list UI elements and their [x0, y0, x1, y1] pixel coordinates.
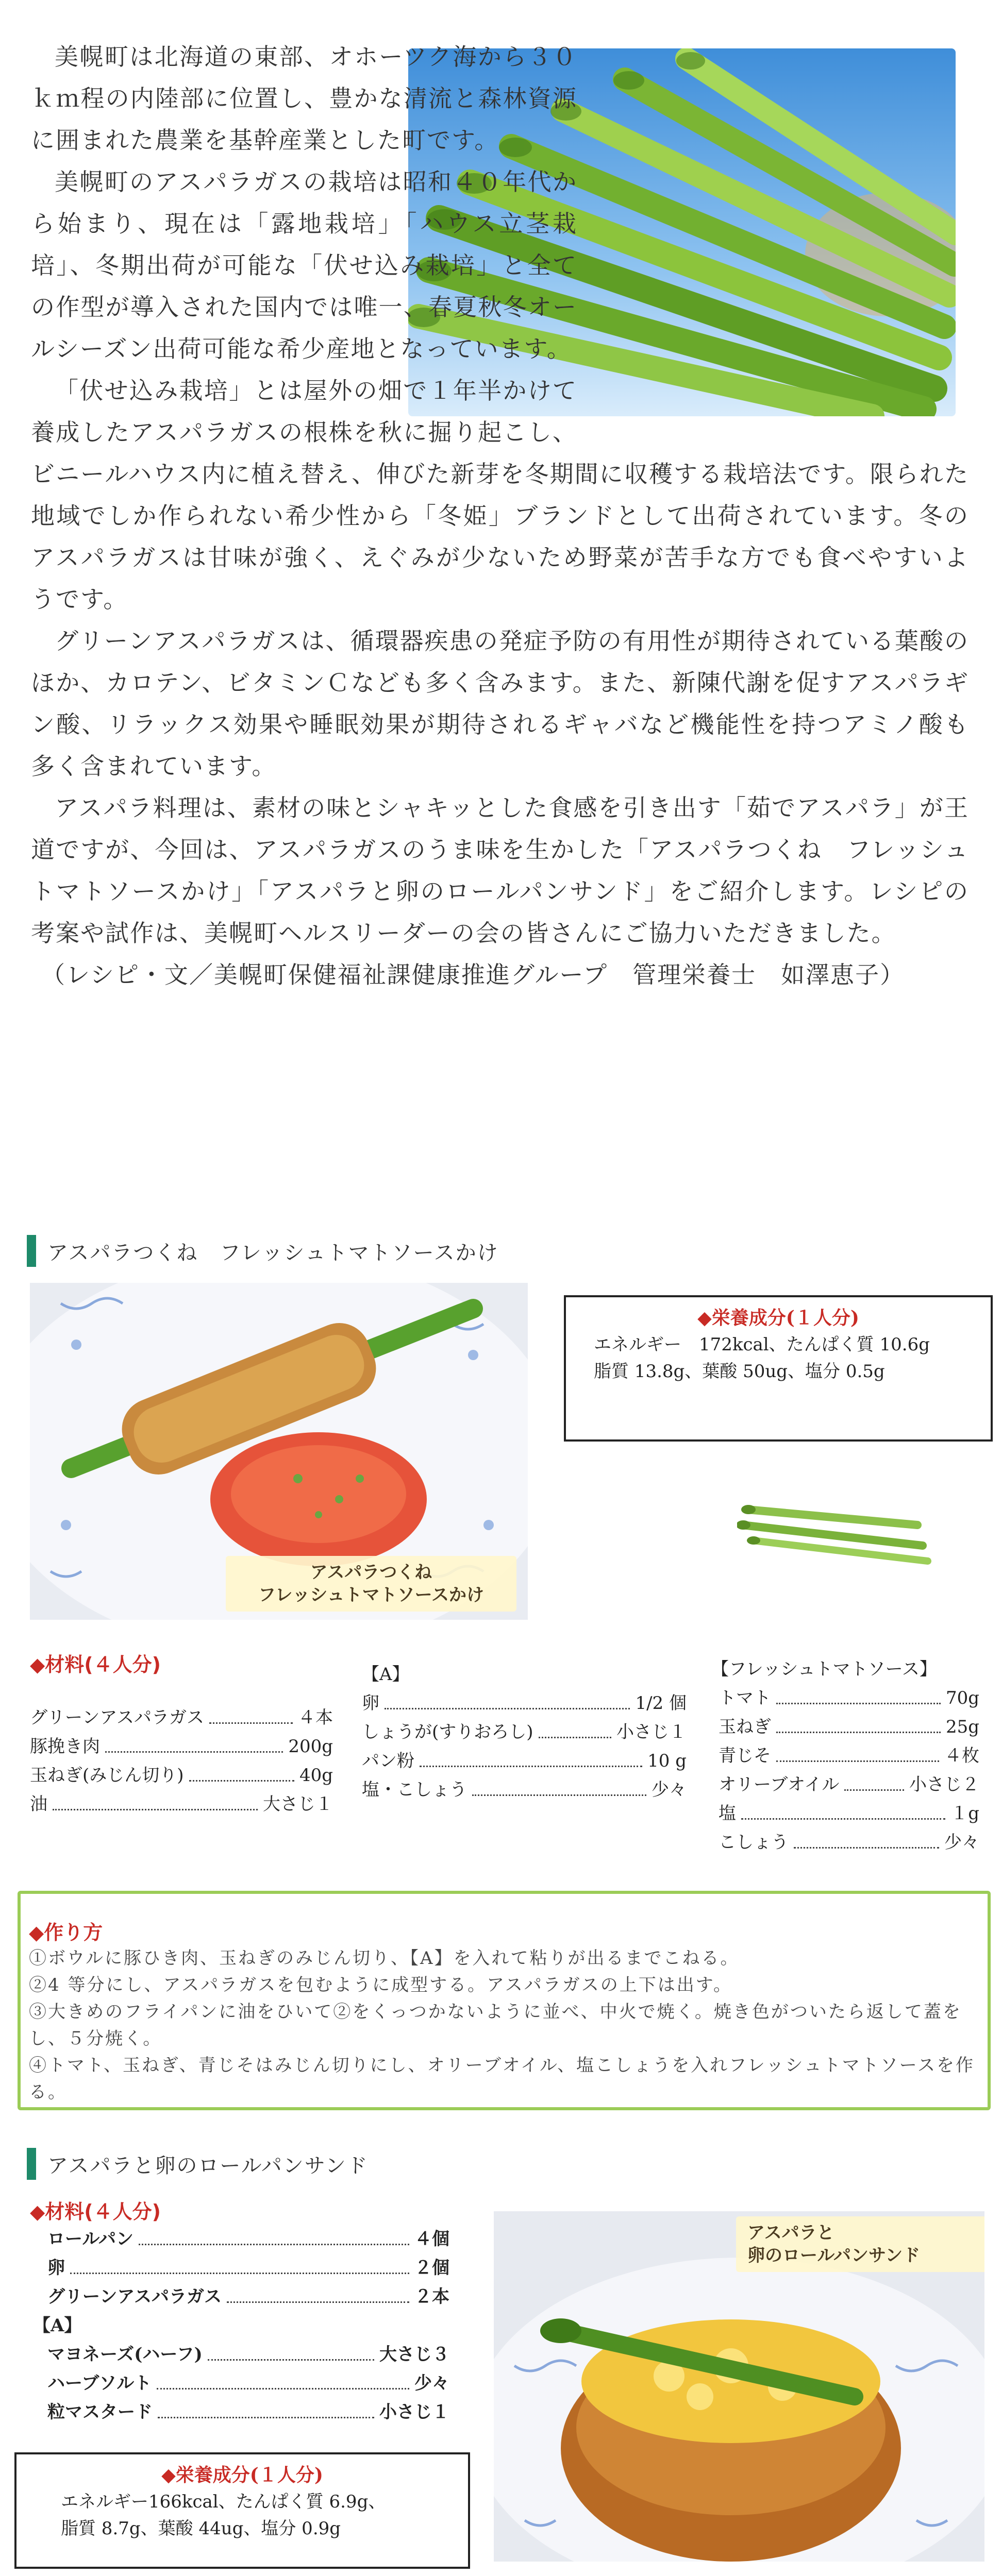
ingredient-name: グリーンアスパラガス — [47, 2286, 222, 2307]
ingredient-qty: 大さじ３ — [379, 2344, 449, 2365]
ingredient-row — [47, 2282, 449, 2311]
intro-paragraph: 美幌町は北海道の東部、オホーツク海から３０ｋｍ程の内陸部に位置し、豊かな清流と森林資源に囲まれた農業を基幹産業とした町です。 — [31, 43, 578, 154]
intro-paragraph: 「伏せ込み栽培」とは屋外の畑で１年半かけて養成したアスパラガスの根株を秋に掘り起こし、ビニールハウス内に植え替え、伸びた新芽を冬期間に収穫する栽培法です。限られた地域でしか作られない希少性から「冬姫」ブランドとして出荷されています。冬のアスパラガスは甘味が強く、えぐみが少ないため野菜が苦手な方でも食べやすいようです。 — [31, 377, 969, 613]
recipe2-header — [27, 2147, 369, 2180]
small-asparagus-image — [737, 1484, 933, 1571]
ingredient-row — [47, 2369, 449, 2398]
ingredient-row — [30, 1703, 333, 1732]
recipe1-ingredients-sauce — [711, 1655, 979, 1857]
intro-paragraph: 美幌町のアスパラガスの栽培は昭和４０年代から始まり、現在は「露地栽培」「ハウス立茎栽培」、冬期出荷が可能な「伏せ込み栽培」と全ての作型が導入された国内では唯一、春夏秋冬オールシーズン出荷可能な希少産地となっています。 — [31, 168, 577, 363]
intro-paragraph: グリーンアスパラガスは、循環器疾患の発症予防の有用性が期待されている葉酸のほか、カロテン、ビタミンＣなども多く含みます。また、新陳代謝を促すアスパラギン酸、リラックス効果や睡眠効果が期待されるギャバなど機能性を持つアミノ酸も多く含まれています。 — [31, 627, 969, 780]
step-text: ②4 等分にし、アスパラガスを包むように成型する。アスパラガスの上下は出す。 — [29, 1975, 732, 1995]
ingredient-name: マヨネーズ(ハーフ) — [47, 2344, 203, 2365]
caption-line: アスパラと — [747, 2223, 834, 2243]
ingredient-row — [362, 1689, 687, 1718]
ingredient-row — [711, 1770, 979, 1799]
ingredient-row — [362, 1775, 687, 1804]
recipe1-nutrition-box — [564, 1295, 993, 1442]
ingredient-qty: 少々 — [652, 1780, 687, 1800]
ingredient-name: オリーブオイル — [719, 1774, 840, 1795]
ingredient-name: 青じそ — [719, 1745, 771, 1766]
ingredient-row — [30, 1790, 333, 1819]
ingredient-name: 玉ねぎ — [719, 1717, 771, 1737]
recipe2-nutrition-box — [14, 2452, 470, 2569]
ingredient-row — [47, 2225, 449, 2253]
ingredient-row — [47, 2340, 449, 2369]
ingredient-name: 豚挽き肉 — [30, 1736, 100, 1757]
ingredient-row — [362, 1718, 687, 1747]
nutrition-line: エネルギー 172kcal、たんぱく質 10.6g — [594, 1334, 930, 1355]
ingredient-qty: 小さじ２ — [909, 1774, 979, 1795]
nutrition-line: エネルギー166kcal、たんぱく質 6.9g、 — [61, 2492, 386, 2512]
nutrition-title: ◆栄養成分(１人分) — [161, 2464, 323, 2486]
ingredient-qty: ４枚 — [944, 1745, 979, 1766]
ingredient-row — [711, 1684, 979, 1713]
recipe1-photo — [30, 1283, 528, 1620]
ingredient-qty: ４個 — [414, 2229, 449, 2249]
ingredient-name: トマト — [719, 1688, 771, 1708]
ingredient-row — [711, 1713, 979, 1741]
step-text: ④トマト、玉ねぎ、青じそはみじん切りにし、オリーブオイル、塩こしょうを入れフレッシュトマトソースを作る。 — [29, 2055, 975, 2103]
recipe1-title: アスパラつくね フレッシュトマトソースかけ — [47, 1241, 499, 1265]
ingredient-qty: 40g — [299, 1765, 333, 1786]
recipe2-photo-caption — [736, 2216, 984, 2272]
ingredient-qty: 少々 — [414, 2373, 449, 2394]
steps-title: ◆作り方 — [29, 1921, 103, 1944]
step-text: ①ボウルに豚ひき肉、玉ねぎのみじん切り、【A】を入れて粘りが出るまでこねる。 — [29, 1948, 740, 1969]
recipe1-steps-box — [18, 1891, 991, 2110]
caption-line: フレッシュトマトソースかけ — [258, 1585, 484, 1605]
ingredient-name: ロールパン — [47, 2229, 133, 2249]
ingredient-qty: ４本 — [298, 1707, 333, 1728]
ingredient-row — [711, 1828, 979, 1857]
intro-text — [31, 36, 969, 996]
intro-paragraph: アスパラ料理は、素材の味とシャキッとした食感を引き出す「茹でアスパラ」が王道ですが、今回は、アスパラガスのうま味を生かした「アスパラつくね フレッシュトマトソースかけ」「アスパラと卵のロールパンサンド」をご紹介します。レシピの考案や試作は、美幌町ヘルスリーダーの会の皆さんにご協力いただきました。 — [31, 794, 969, 947]
ingredient-qty: 25g — [945, 1717, 979, 1737]
caption-line: アスパラつくね — [310, 1562, 432, 1583]
ingredient-qty: 小さじ１ — [616, 1722, 687, 1742]
credit-line: （レシピ・文／美幌町保健福祉課健康推進グループ 管理栄養士 如澤恵子） — [41, 961, 905, 989]
section-bar — [27, 2148, 36, 2180]
ingredient-name: 塩 — [719, 1803, 736, 1824]
ingredient-name: 粒マスタード — [47, 2402, 153, 2422]
ingredient-row — [711, 1741, 979, 1770]
ingredient-name: 塩・こしょう — [362, 1780, 467, 1800]
ingredient-qty: 10 g — [647, 1751, 687, 1771]
ingredient-row — [362, 1747, 687, 1775]
caption-line: 卵のロールパンサンド — [747, 2245, 921, 2266]
recipe1-ingredients-main — [30, 1703, 333, 1819]
ingredient-qty: 1/2 個 — [635, 1693, 687, 1714]
ingredient-row — [30, 1732, 333, 1761]
ingredient-name: こしょう — [719, 1832, 789, 1853]
ingredient-name: 卵 — [362, 1693, 379, 1714]
group-a-title: 【A】 — [362, 1664, 410, 1685]
step-text: ③大きめのフライパンに油をひいて②をくっつかないように並べ、中火で焼く。焼き色がついたら返して蓋をし、５分焼く。 — [29, 2002, 962, 2049]
recipe2-title: アスパラと卵のロールパンサンド — [47, 2154, 369, 2178]
ingredient-qty: 200g — [288, 1736, 333, 1757]
recipe2-ingredients-title: ◆材料(４人分) — [30, 2200, 161, 2223]
section-bar — [27, 1235, 36, 1267]
ingredient-name: 油 — [30, 1794, 47, 1815]
recipe2-photo — [494, 2211, 984, 2562]
nutrition-line: 脂質 13.8g、葉酸 50ug、塩分 0.5g — [594, 1361, 885, 1382]
ingredient-name: パン粉 — [362, 1751, 414, 1771]
nutrition-title: ◆栄養成分(１人分) — [697, 1307, 859, 1329]
ingredient-qty: ２本 — [414, 2286, 449, 2307]
nutrition-line: 脂質 8.7g、葉酸 44ug、塩分 0.9g — [61, 2518, 341, 2539]
ingredient-name: ハーブソルト — [47, 2373, 152, 2394]
ingredient-row — [711, 1799, 979, 1828]
recipe1-ingredients-a — [362, 1660, 687, 1804]
ingredient-qty: １g — [950, 1803, 979, 1824]
ingredient-name: グリーンアスパラガス — [30, 1707, 204, 1728]
recipe1-photo-caption — [226, 1556, 516, 1612]
ingredient-qty: 少々 — [944, 1832, 979, 1853]
ingredient-row — [30, 1761, 333, 1790]
recipe2-ingredients — [33, 2225, 449, 2427]
ingredient-qty: 大さじ１ — [263, 1794, 333, 1815]
group-sauce-title: 【フレッシュトマトソース】 — [711, 1659, 937, 1680]
ingredient-row — [47, 2398, 449, 2427]
ingredient-name: 玉ねぎ(みじん切り) — [30, 1765, 184, 1786]
ingredient-qty: 70g — [945, 1688, 979, 1708]
ingredient-qty: ２個 — [414, 2258, 449, 2278]
ingredient-qty: 小さじ１ — [379, 2402, 449, 2422]
recipe1-header — [27, 1234, 499, 1267]
ingredient-row — [47, 2253, 449, 2282]
ingredient-name: しょうが(すりおろし) — [362, 1722, 533, 1742]
ingredient-name: 卵 — [47, 2258, 65, 2278]
group-a-title: 【A】 — [33, 2315, 82, 2336]
recipe1-ingredients-title: ◆材料(４人分) — [30, 1653, 161, 1676]
